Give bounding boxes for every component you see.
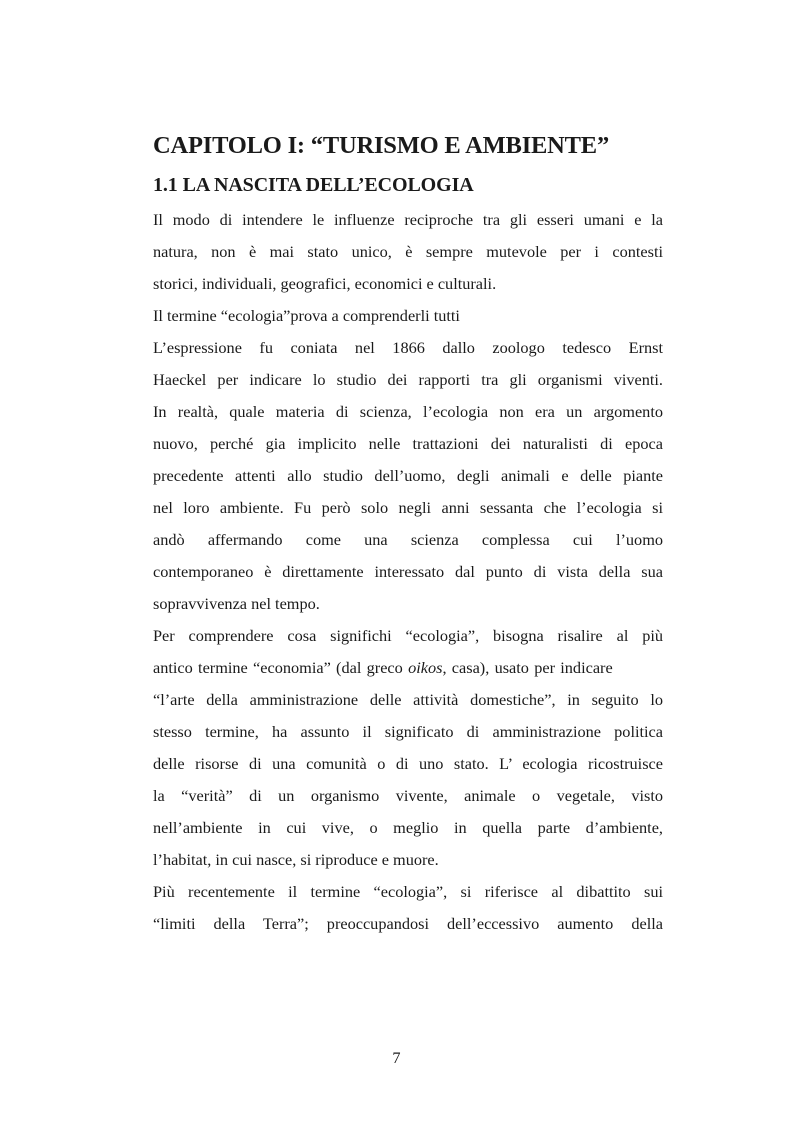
text-fragment: antico termine “economia” (dal greco [153, 658, 409, 677]
text-line: precedente attenti allo studio dell’uomo, degli animali e delle piante [153, 466, 663, 485]
text-line: Il modo di intendere le influenze reciproche tra gli esseri umani e la [153, 210, 663, 229]
page-body [153, 128, 663, 940]
text-line: contemporaneo è direttamente interessato dal punto di vista della sua [153, 562, 663, 581]
text-line: storici, individuali, geografici, economici e culturali. [153, 274, 497, 293]
text-line: Il termine “ecologia”prova a comprenderli tutti [153, 306, 460, 325]
text-line: Più recentemente il termine “ecologia”, si riferisce al dibattito sui [153, 882, 663, 901]
page-number: 7 [392, 1048, 401, 1067]
text-line: “l’arte della amministrazione delle attività domestiche”, in seguito lo [153, 690, 663, 709]
text-line: Haeckel per indicare lo studio dei rapporti tra gli organismi viventi. [153, 370, 663, 389]
text-line: In realtà, quale materia di scienza, l’ecologia non era un argomento [153, 402, 663, 421]
text-line: L’espressione fu coniata nel 1866 dallo zoologo tedesco Ernst [153, 338, 663, 357]
text-line: Per comprendere cosa significhi “ecologia”, bisogna risalire al più [153, 626, 663, 645]
chapter-title: CAPITOLO I: “TURISMO E AMBIENTE” [153, 132, 610, 159]
text-line: la “verità” di un organismo vivente, animale o vegetale, visto [153, 786, 663, 805]
text-line: l’habitat, in cui nasce, si riproduce e muore. [153, 850, 439, 869]
text-line: delle risorse di una comunità o di uno stato. L’ ecologia ricostruisce [153, 754, 663, 773]
text-line: nuovo, perché gia implicito nelle trattazioni dei naturalisti di epoca [153, 434, 663, 453]
text-line: sopravvivenza nel tempo. [153, 594, 320, 613]
text-line: andò affermando come una scienza complessa cui l’uomo [153, 530, 663, 549]
text-line: natura, non è mai stato unico, è sempre mutevole per i contesti [153, 242, 663, 261]
text-line: nel loro ambiente. Fu però solo negli anni sessanta che l’ecologia si [153, 498, 663, 517]
body-text [153, 204, 663, 940]
text-fragment: , casa), usato per indicare [442, 658, 613, 677]
section-title: 1.1 LA NASCITA DELL’ECOLOGIA [153, 174, 474, 196]
text-line: stesso termine, ha assunto il significato di amministrazione politica [153, 722, 663, 741]
text-line [153, 652, 663, 684]
text-line: “limiti della Terra”; preoccupandosi dell’eccessivo aumento della [153, 914, 663, 933]
italic-term: oikos [408, 658, 443, 677]
text-line: nell’ambiente in cui vive, o meglio in quella parte d’ambiente, [153, 818, 663, 837]
